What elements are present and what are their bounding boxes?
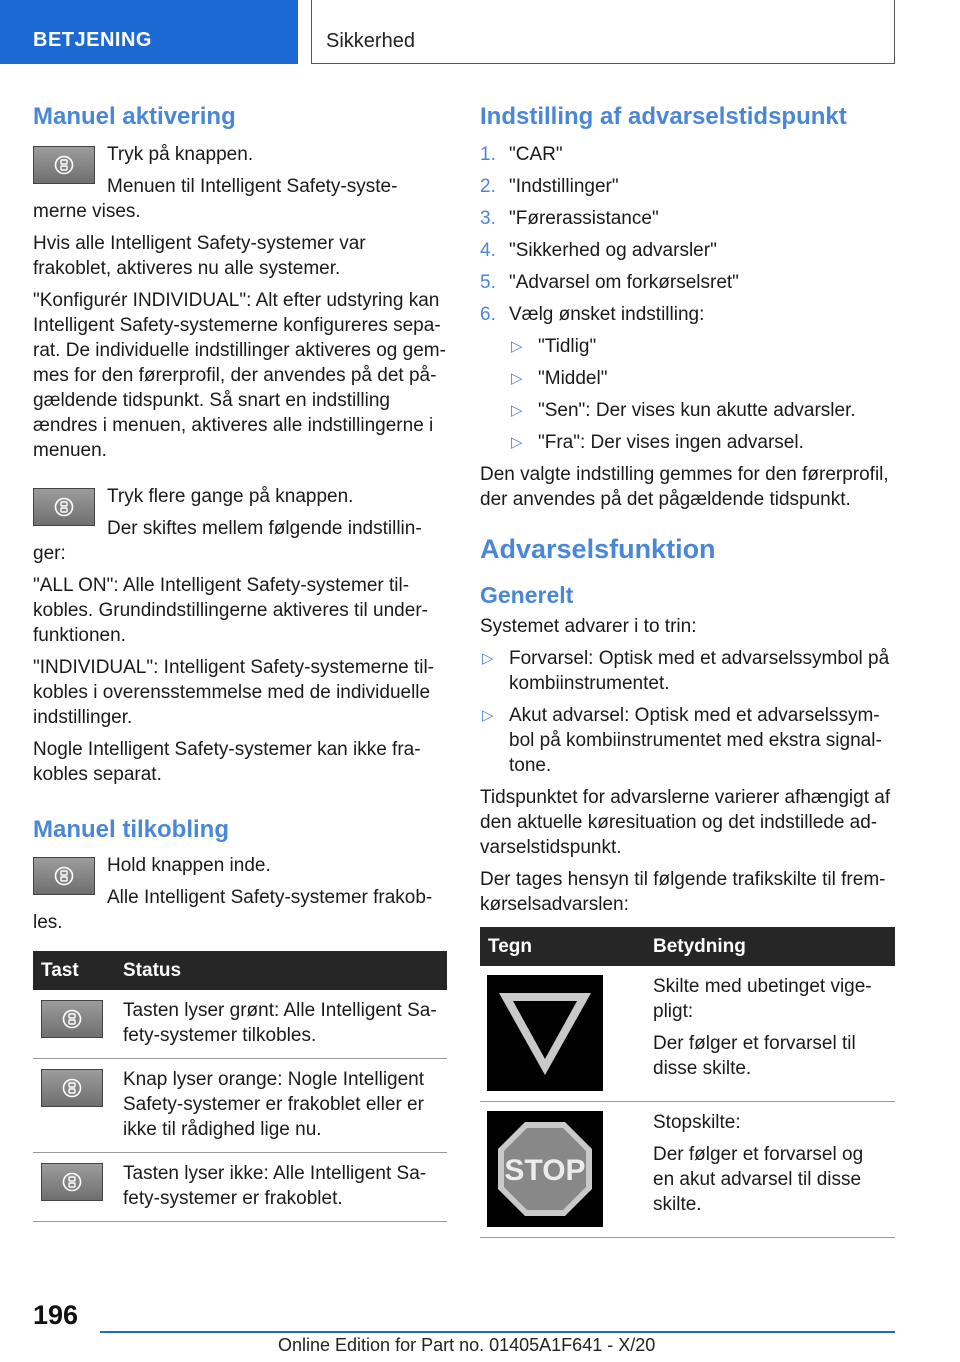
sign-meaning: Stopskilte: (653, 1112, 741, 1133)
list-item: ▷ "Tidlig" (511, 336, 597, 357)
sign-meaning: Der følger et forvarsel til disse skilte. (653, 1033, 856, 1079)
yield-sign-icon (487, 975, 603, 1091)
text-toggle-settings: Der skiftes mellem følgende indstillin-ger: (33, 518, 422, 564)
options-list (509, 334, 895, 455)
right-column (480, 100, 895, 1238)
list-item: 4. "Sikkerhed og advarsler" (480, 240, 717, 261)
safety-button-icon (33, 857, 95, 895)
heading-manual-connect: Manuel tilkobling (33, 816, 229, 843)
text-all-disabled: Hvis alle Intelligent Safety-systemer var frakoblet, aktiveres nu alle systemer. (33, 233, 366, 279)
status-text: Tasten lyser grønt: Alle Intelligent Sa-fety-systemer tilkobles. (115, 990, 447, 1059)
table-row (480, 1102, 895, 1238)
svg-text:STOP: STOP (504, 1154, 586, 1187)
signs-table (480, 927, 895, 1238)
sign-meaning: Der følger et forvarsel og en akut advarsel til disse skilte. (653, 1144, 864, 1215)
header-section-label: BETJENING (33, 29, 152, 51)
connect-block (33, 853, 447, 935)
text-all-disconnect: Alle Intelligent Safety-systemer frakob-les. (33, 887, 433, 933)
text-setting-saved: Den valgte indstilling gemmes for den førerprofil, der anvendes på det pågældende tidspunkt. (480, 464, 889, 510)
page-number: 196 (33, 1300, 79, 1330)
table-row (480, 966, 895, 1102)
text-all-on: "ALL ON": Alle Intelligent Safety-systemer til-kobles. Grundindstillingerne aktiveres til under-funktionen. (33, 575, 428, 646)
heading-manual-activation: Manuel aktivering (33, 103, 236, 130)
safety-button-icon (33, 488, 95, 526)
footer-edition: Online Edition for Part no. 01405A1F641 - X/20 (278, 1335, 656, 1355)
list-item: ▷ Akut advarsel: Optisk med et advarselssym-bol på kombiinstrumentet med ekstra signal-tone. (482, 705, 882, 776)
steps-list (480, 142, 895, 455)
text-traffic-signs: Der tages hensyn til følgende trafikskilte til frem-kørselsadvarslen: (480, 869, 886, 915)
triangle-bullet-icon: ▷ (511, 370, 523, 387)
triangle-bullet-icon: ▷ (482, 650, 494, 667)
safety-button-icon (33, 146, 95, 184)
safety-button-icon (41, 1163, 103, 1201)
text-individual: "INDIVIDUAL": Intelligent Safety-systemerne til-kobles i overensstemmelse med de individuelle indstillinger. (33, 657, 435, 728)
list-item: ▷ "Middel" (511, 368, 608, 389)
heading-general: Generelt (480, 582, 574, 608)
activation-block-2 (33, 484, 447, 566)
left-column (33, 100, 447, 1222)
triangle-bullet-icon: ▷ (511, 434, 523, 451)
table-header-status: Status (115, 951, 447, 990)
text-menu-shown: Menuen til Intelligent Safety-syste-merne vises. (33, 176, 398, 222)
triangle-bullet-icon: ▷ (511, 402, 523, 419)
heading-warning-time: Indstilling af advarselstidspunkt (480, 103, 847, 130)
footer-divider (100, 1331, 895, 1333)
list-item: 2. "Indstillinger" (480, 176, 619, 197)
table-header-key: Tast (33, 951, 115, 990)
text-timing-varies: Tidspunktet for advarslerne varierer afhængigt af den aktuelle køresituation og det indstillede ad-varselstidspunkt. (480, 787, 891, 858)
safety-button-icon (41, 1000, 103, 1038)
table-row (33, 1059, 447, 1153)
table-header-meaning: Betydning (645, 927, 895, 966)
warning-stages-list (480, 646, 895, 778)
list-item: ▷ "Fra": Der vises ingen advarsel. (511, 432, 804, 453)
sign-meaning: Skilte med ubetinget vige-pligt: (653, 976, 872, 1022)
header-section-tab (0, 0, 298, 64)
table-row (33, 990, 447, 1059)
text-two-stages: Systemet advarer i to trin: (480, 616, 697, 637)
status-text: Knap lyser orange: Nogle Intelligent Safety-systemer er frakoblet eller er ikke til rådighed lige nu. (115, 1059, 447, 1153)
safety-button-icon (41, 1069, 103, 1107)
text-not-separable: Nogle Intelligent Safety-systemer kan ikke fra-kobles separat. (33, 739, 421, 785)
text-hold-button: Hold knappen inde. (107, 855, 271, 876)
activation-block-1 (33, 142, 447, 224)
triangle-bullet-icon: ▷ (511, 338, 523, 355)
text-press-repeatedly: Tryk flere gange på knappen. (107, 486, 354, 507)
heading-warning-function: Advarselsfunktion (480, 534, 716, 564)
table-header-sign: Tegn (480, 927, 645, 966)
status-text: Tasten lyser ikke: Alle Intelligent Sa-fety-systemer er frakoblet. (115, 1153, 447, 1222)
header-title: Sikkerhed (326, 30, 415, 52)
text-configure-individual: "Konfigurér INDIVIDUAL": Alt efter udstyring kan Intelligent Safety-systemerne konfigureres sepa-rat. De individuelle indstillinger aktiveres og gem-mes for den førerprofil, der anvendes på det på-gældende tidspunkt. Så snart en indstilling ændres i menuen, aktiveres alle indstillingerne i menuen. (33, 290, 446, 461)
header-title-box (311, 0, 895, 64)
table-row (33, 1153, 447, 1222)
status-table (33, 951, 447, 1222)
list-item: 6. Vælg ønsket indstilling: ▷ "Tidlig" ▷ "Middel" ▷ "Sen": Der vises kun akutte advarsler. ▷ "Fra": Der vises ingen advarsel. (480, 302, 895, 455)
list-item: ▷ Forvarsel: Optisk med et advarselssymbol på kombiinstrumentet. (482, 648, 890, 694)
list-item: ▷ "Sen": Der vises kun akutte advarsler. (511, 400, 856, 421)
stop-sign-icon (487, 1111, 603, 1227)
triangle-bullet-icon: ▷ (482, 707, 494, 724)
list-item: 1. "CAR" (480, 144, 563, 165)
list-item: 5. "Advarsel om forkørselsret" (480, 272, 739, 293)
text-press-button: Tryk på knappen. (107, 144, 254, 165)
list-item: 3. "Førerassistance" (480, 208, 659, 229)
